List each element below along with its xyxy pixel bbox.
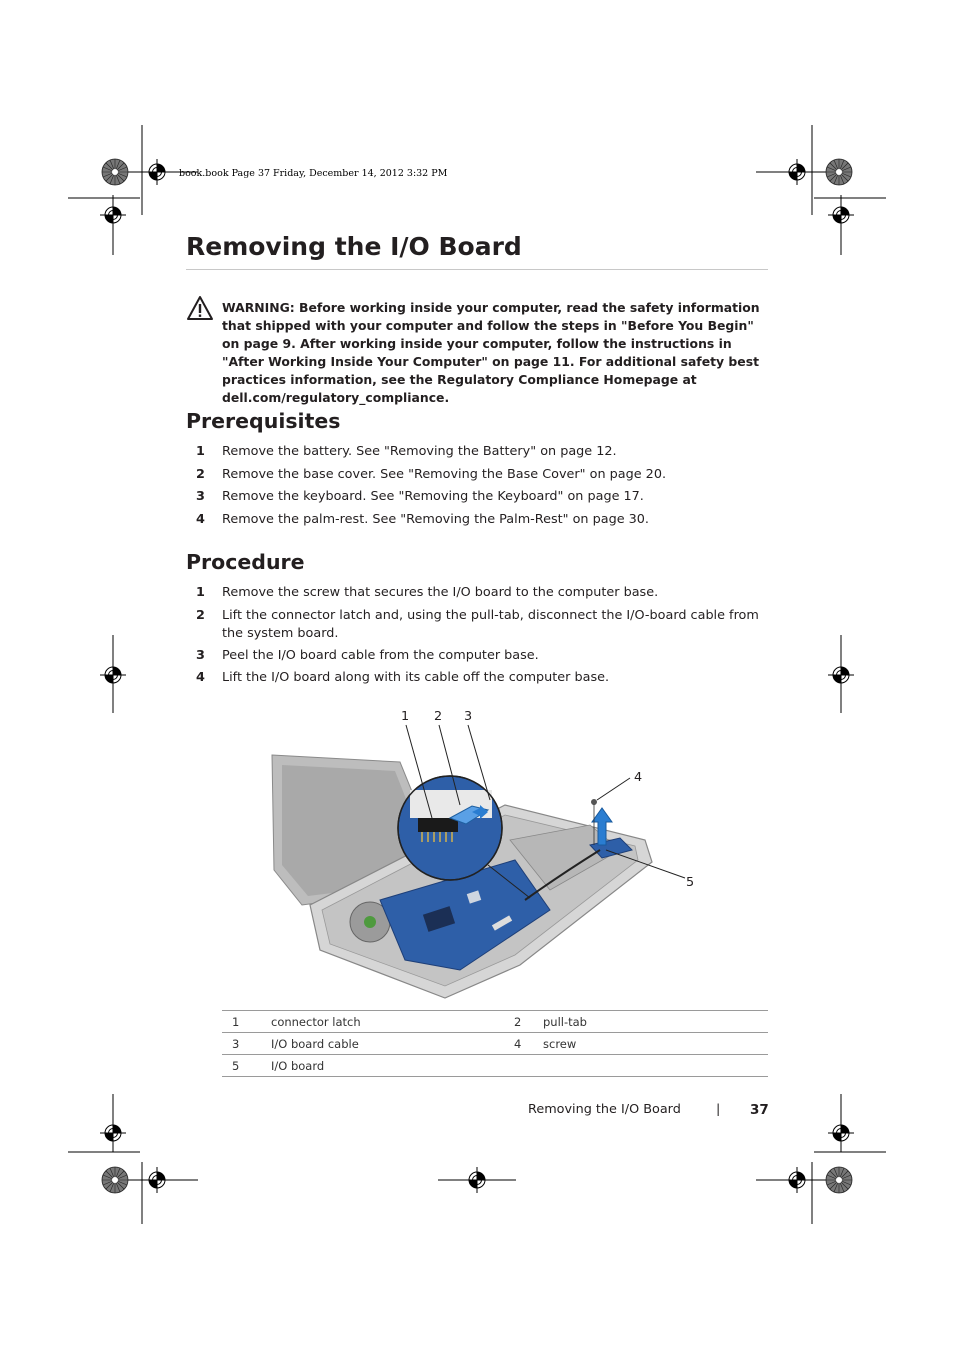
legend-label: I/O board	[271, 1055, 504, 1077]
page-title: Removing the I/O Board	[186, 232, 522, 261]
step-text: Remove the palm-rest. See "Removing the Palm-Rest" on page 30.	[222, 512, 649, 527]
page-number: 37	[750, 1102, 769, 1118]
prerequisites-heading: Prerequisites	[186, 409, 341, 433]
step-number: 3	[196, 648, 205, 663]
title-divider	[186, 269, 768, 270]
step-number: 3	[196, 489, 205, 504]
legend-label: connector latch	[271, 1011, 504, 1033]
step-number: 2	[196, 608, 205, 623]
warning-text: WARNING: Before working inside your computer, read the safety information that shipped with your computer and follow the steps in "Before You Begin" on page 9. After working inside your computer, follow the instructions in "After Working Inside Your Computer" on page 11. For additional safety best practices information, see the Regulatory Compliance Homepage at dell.com/regulatory_compliance.	[222, 300, 760, 405]
figure-callout: 3	[464, 709, 473, 724]
step-text: Remove the screw that secures the I/O board to the computer base.	[222, 585, 659, 600]
warning-triangle-icon	[186, 295, 214, 321]
legend-number: 3	[222, 1033, 271, 1055]
step-text: Remove the battery. See "Removing the Battery" on page 12.	[222, 444, 617, 459]
legend-number	[504, 1055, 543, 1077]
step-number: 1	[196, 444, 205, 459]
legend-number: 5	[222, 1055, 271, 1077]
figure-callout: 1	[401, 709, 410, 724]
legend-number: 4	[504, 1033, 543, 1055]
figure-callout: 4	[634, 770, 643, 785]
step-number: 4	[196, 670, 205, 685]
step-number: 2	[196, 467, 205, 482]
figure-callout: 5	[686, 875, 695, 890]
table-row	[222, 1011, 768, 1033]
step-text: Lift the I/O board along with its cable off the computer base.	[222, 670, 610, 685]
figure-callout: 2	[434, 709, 443, 724]
print-slug: book.book Page 37 Friday, December 14, 2012 3:32 PM	[179, 168, 448, 179]
legend-label: I/O board cable	[271, 1033, 504, 1055]
step-text: Remove the base cover. See "Removing the Base Cover" on page 20.	[222, 467, 667, 482]
step-number: 1	[196, 585, 205, 600]
table-row	[222, 1055, 768, 1077]
footer-section-title: Removing the I/O Board	[528, 1102, 681, 1117]
legend-label	[543, 1055, 768, 1077]
step-text: Remove the keyboard. See "Removing the Keyboard" on page 17.	[222, 489, 644, 504]
step-number: 4	[196, 512, 205, 527]
figure-legend-table	[222, 1010, 768, 1077]
legend-number: 1	[222, 1011, 271, 1033]
procedure-heading: Procedure	[186, 550, 305, 574]
legend-number: 2	[504, 1011, 543, 1033]
step-text: Lift the connector latch and, using the pull-tab, disconnect the I/O-board cable from the system board.	[222, 608, 759, 641]
step-text: Peel the I/O board cable from the computer base.	[222, 648, 539, 663]
table-row	[222, 1033, 768, 1055]
io-board-illustration	[260, 700, 700, 1005]
legend-label: pull-tab	[543, 1011, 768, 1033]
legend-label: screw	[543, 1033, 768, 1055]
footer-separator: |	[716, 1102, 721, 1117]
